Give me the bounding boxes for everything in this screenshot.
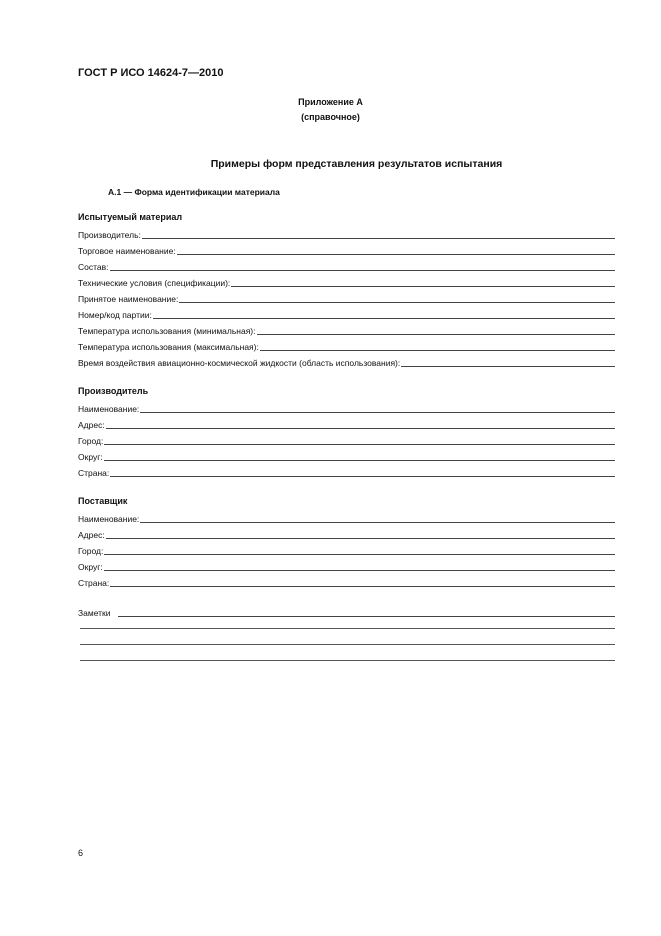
fill-line xyxy=(110,270,615,271)
field-producer[interactable] xyxy=(78,228,615,241)
fill-line xyxy=(104,444,615,445)
fill-line xyxy=(257,334,616,335)
field-label: Номер/код партии: xyxy=(78,310,152,320)
field-notes[interactable] xyxy=(78,606,615,619)
fill-line xyxy=(110,476,615,477)
field-manufacturer-country[interactable] xyxy=(78,466,615,479)
notes-line[interactable] xyxy=(80,660,615,661)
field-trade-name[interactable] xyxy=(78,244,615,257)
field-label: Торговое наименование: xyxy=(78,246,176,256)
field-label: Страна: xyxy=(78,578,110,588)
field-label: Наименование: xyxy=(78,404,140,414)
field-supplier-district[interactable] xyxy=(78,560,615,573)
subclause-title: А.1 — Форма идентификации материала xyxy=(108,187,280,197)
fill-line xyxy=(231,286,615,287)
annex-title: Приложение А xyxy=(298,97,363,107)
field-manufacturer-city[interactable] xyxy=(78,434,615,447)
field-temp-max[interactable] xyxy=(78,340,615,353)
field-label: Состав: xyxy=(78,262,109,272)
fill-line xyxy=(106,428,615,429)
field-label: Производитель: xyxy=(78,230,141,240)
field-composition[interactable] xyxy=(78,260,615,273)
main-title: Примеры форм представления результатов испытания xyxy=(210,158,503,170)
field-manufacturer-address[interactable] xyxy=(78,418,615,431)
field-manufacturer-name[interactable] xyxy=(78,402,615,415)
material-section-title: Испытуемый материал xyxy=(78,212,183,222)
field-label: Адрес: xyxy=(78,530,105,540)
notes-line[interactable] xyxy=(80,644,615,645)
field-label: Температура использования (максимальная): xyxy=(78,342,259,352)
field-supplier-city[interactable] xyxy=(78,544,615,557)
fill-line xyxy=(104,570,615,571)
annex-kind: (справочное) xyxy=(301,112,360,122)
field-label: Город: xyxy=(78,546,104,556)
field-exposure-time[interactable] xyxy=(78,356,615,369)
field-supplier-country[interactable] xyxy=(78,576,615,589)
fill-line xyxy=(401,366,615,367)
field-label: Округ: xyxy=(78,562,103,572)
supplier-section-title: Поставщик xyxy=(78,496,128,506)
field-label: Город: xyxy=(78,436,104,446)
fill-line xyxy=(177,254,615,255)
field-manufacturer-district[interactable] xyxy=(78,450,615,463)
field-label: Адрес: xyxy=(78,420,105,430)
document-header: ГОСТ Р ИСО 14624-7—2010 xyxy=(78,67,224,79)
field-temp-min[interactable] xyxy=(78,324,615,337)
annex-heading xyxy=(0,95,661,125)
field-supplier-address[interactable] xyxy=(78,528,615,541)
field-label: Время воздействия авиационно-космической жидкости (область использования): xyxy=(78,358,401,368)
fill-line xyxy=(142,238,615,239)
field-label: Наименование: xyxy=(78,514,140,524)
fill-line xyxy=(104,554,615,555)
fill-line xyxy=(118,616,615,617)
field-accepted-name[interactable] xyxy=(78,292,615,305)
notes-label: Заметки xyxy=(78,608,111,618)
field-label: Принятое наименование: xyxy=(78,294,179,304)
fill-line xyxy=(140,412,615,413)
notes-line[interactable] xyxy=(80,628,615,629)
field-batch-code[interactable] xyxy=(78,308,615,321)
fill-line xyxy=(104,460,615,461)
fill-line xyxy=(179,302,615,303)
fill-line xyxy=(140,522,615,523)
page-number: 6 xyxy=(78,848,84,858)
field-supplier-name[interactable] xyxy=(78,512,615,525)
fill-line xyxy=(110,586,615,587)
field-label: Технические условия (спецификации): xyxy=(78,278,231,288)
fill-line xyxy=(106,538,615,539)
field-specifications[interactable] xyxy=(78,276,615,289)
field-label: Температура использования (минимальная): xyxy=(78,326,256,336)
fill-line xyxy=(153,318,615,319)
fill-line xyxy=(260,350,615,351)
manufacturer-section-title: Производитель xyxy=(78,386,149,396)
field-label: Страна: xyxy=(78,468,110,478)
field-label: Округ: xyxy=(78,452,103,462)
